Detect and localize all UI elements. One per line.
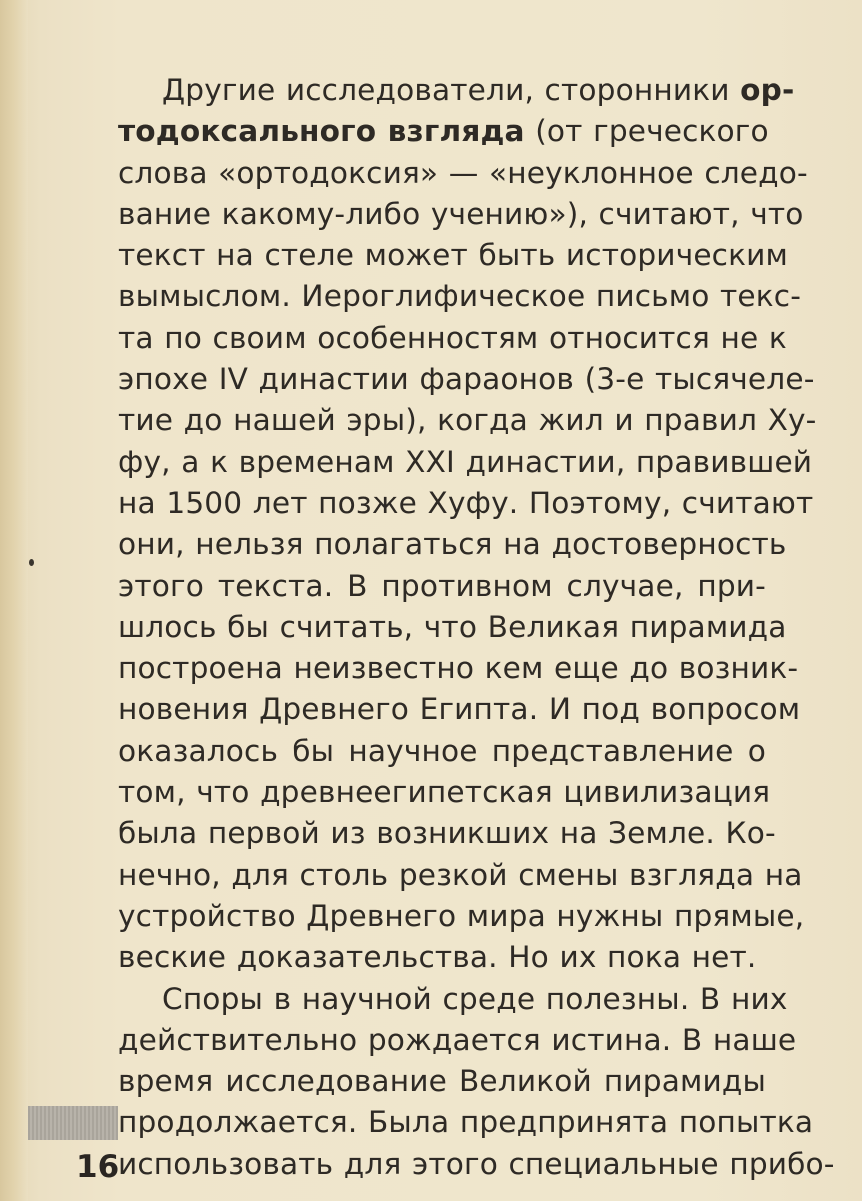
text-line: использовать для этого специальные прибо- (118, 1146, 835, 1181)
text-line: была первой из возникших на Земле. Ко- (118, 816, 776, 851)
text-line: шлось бы считать, что Великая пирамида (118, 609, 787, 644)
page-binding-edge (0, 0, 28, 1201)
text-line: построена неизвестно кем еще до возник- (118, 651, 799, 686)
text-line: вымыслом. Иероглифическое письмо текс- (118, 279, 802, 314)
text-line: Споры в научной среде полезны. В них (162, 981, 788, 1016)
text-line: тие до нашей эры), когда жил и правил Ху- (118, 403, 817, 438)
body-text (118, 70, 835, 1185)
text-line: Другие исследователи, сторонники ор- (162, 73, 795, 107)
text-line: нечно, для столь резкой смены взгляда на (118, 857, 803, 892)
page-number: 16 (76, 1149, 120, 1185)
text-line: тодоксального взгляда (от греческого (118, 114, 769, 149)
text-line: фу, а к временам XXI династии, правившей (118, 444, 813, 479)
text-line: на 1500 лет позже Хуфу. Поэтому, считают (118, 485, 814, 520)
text-line: новения Древнего Египта. И под вопросом (118, 692, 801, 727)
text-line: действительно рождается истина. В наше (118, 1022, 797, 1057)
bold-term: ор- (740, 73, 795, 107)
text-line: эпохе IV династии фараонов (3-е тысячеле- (118, 362, 815, 397)
print-speck (29, 559, 34, 566)
text-line: устройство Древнего мира нужны прямые, (118, 898, 805, 933)
text-line: этого текста. В противном случае, при- (118, 568, 766, 603)
text-line: вание какому-либо учению»), считают, что (118, 196, 804, 231)
text-line: веские доказательства. Но их пока нет. (118, 940, 757, 975)
text-line: слова «ортодоксия» — «неуклонное следо- (118, 155, 808, 190)
text-line: время исследование Великой пирамиды (118, 1064, 766, 1099)
bold-term: тодоксального взгляда (118, 114, 525, 149)
page-number-bar (28, 1106, 118, 1140)
text-line: та по своим особенностям относится не к (118, 320, 787, 355)
text-line: продолжается. Была предпринята попытка (118, 1105, 814, 1140)
text-line: том, что древнеегипетская цивилизация (118, 775, 771, 810)
text-line: текст на стеле может быть историческим (118, 238, 788, 273)
text-line: они, нельзя полагаться на достоверность (118, 527, 787, 562)
text-line: оказалось бы научное представление о (118, 733, 766, 768)
